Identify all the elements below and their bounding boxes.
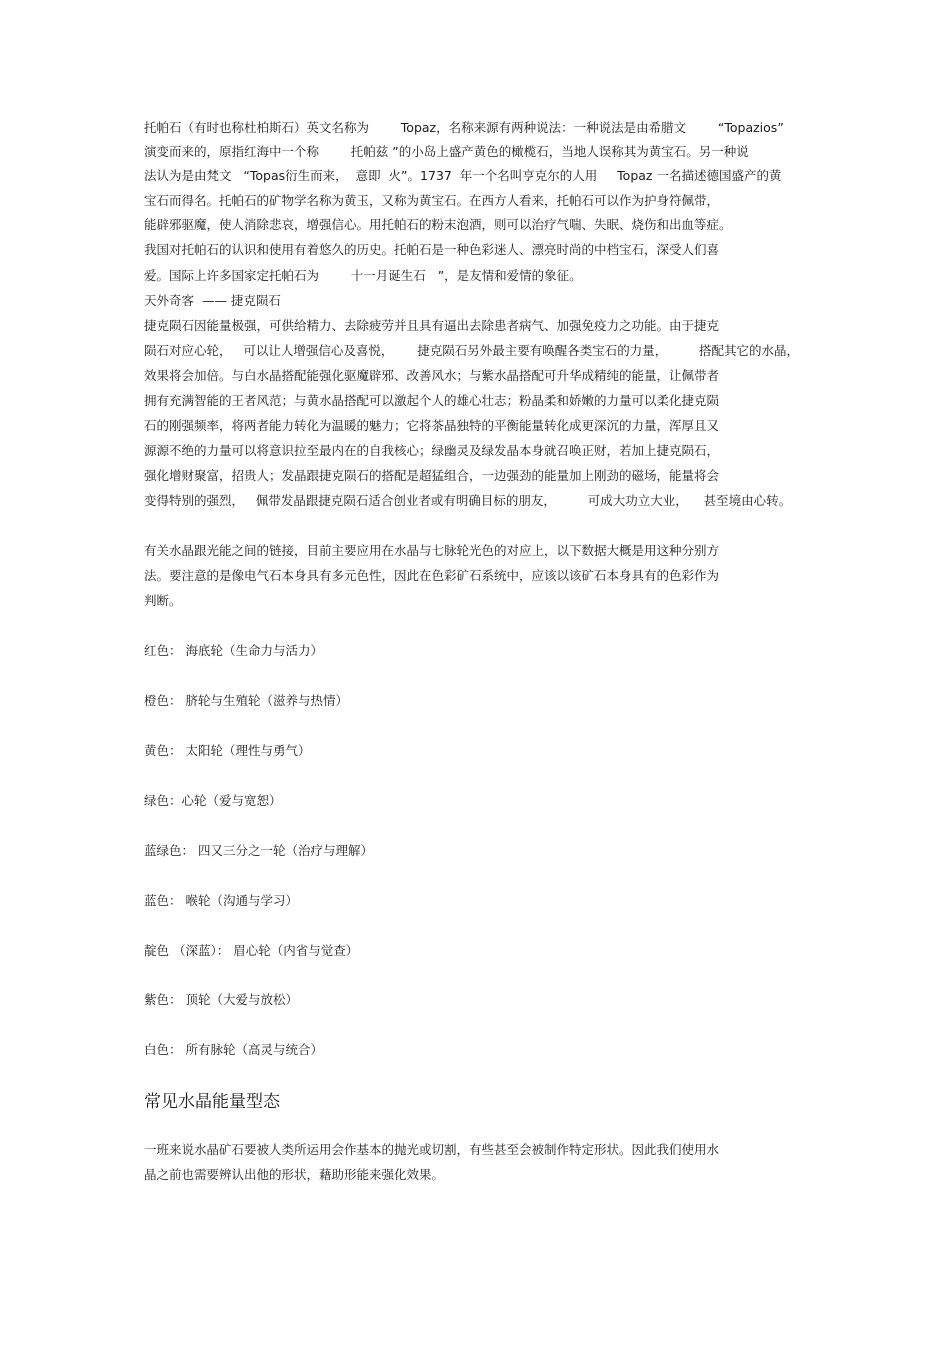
paragraph-line: 宝石而得名。托帕石的矿物学名称为黄玉，又称为黄宝石。在西方人看来，托帕石可以作为护身符佩带，	[144, 193, 720, 208]
paragraph-line: 托帕石（有时也称杜柏斯石）英文名称为 Topaz，名称来源有两种说法：一种说法是由希腊文 “Topazios”	[144, 120, 784, 135]
paragraph-line: 陨石对应心轮， 可以让人增强信心及喜悦， 捷克陨石另外最主要有唤醒各类宝石的力量， 搭配其它的水晶，	[144, 343, 800, 358]
color-item-red: 红色： 海底轮（生命力与活力）	[144, 643, 323, 658]
paragraph-line: 强化增财聚富，招贵人；发晶跟捷克陨石的搭配是超猛组合，一边强劲的能量加上刚劲的磁场，能量将会	[144, 468, 720, 483]
color-item-purple: 紫色： 顶轮（大爱与放松）	[144, 992, 298, 1007]
section-heading: 常见水晶能量型态	[144, 1092, 280, 1112]
paragraph-line: 爱。国际上许多国家定托帕石为 十一月诞生石 ”，是友情和爱情的象征。	[144, 268, 582, 283]
color-item-blue: 蓝色： 喉轮（沟通与学习）	[144, 893, 298, 908]
paragraph-line: 法。要注意的是像电气石本身具有多元色性，因此在色彩矿石系统中，应该以该矿石本身具有的色彩作为	[144, 568, 720, 583]
color-item-white: 白色： 所有脉轮（高灵与统合）	[144, 1042, 323, 1057]
paragraph-line: 效果将会加倍。与白水晶搭配能强化驱魔辟邪、改善风水；与紫水晶搭配可升华成精纯的能量，让佩带者	[144, 368, 720, 383]
paragraph-line: 拥有充满智能的王者风范；与黄水晶搭配可以激起个人的雄心壮志；粉晶柔和娇嫩的力量可以柔化捷克陨	[144, 393, 720, 408]
paragraph-line: 能辟邪驱魔，使人消除悲哀，增强信心。用托帕石的粉末泡酒，则可以治疗气喘、失眠、烧伤和出血等症。	[144, 217, 732, 232]
color-item-teal: 蓝绿色： 四又三分之一轮（治疗与理解）	[144, 843, 373, 858]
color-item-orange: 橙色： 脐轮与生殖轮（滋养与热情）	[144, 693, 348, 708]
paragraph-line: 晶之前也需要辨认出他的形状，藉助形能来强化效果。	[144, 1167, 445, 1182]
paragraph-line: 有关水晶跟光能之间的链接，目前主要应用在水晶与七脉轮光色的对应上，以下数据大概是用这种分别方	[144, 543, 720, 558]
color-item-indigo: 靛色 （深蓝）： 眉心轮（内省与觉查）	[144, 943, 359, 958]
paragraph-line: 源源不绝的力量可以将意识拉至最内在的自我核心；绿幽灵及绿发晶本身就召唤正财，若加上捷克陨石，	[144, 443, 720, 458]
color-item-yellow: 黄色： 太阳轮（理性与勇气）	[144, 743, 311, 758]
paragraph-line: 演变而来的，原指红海中一个称 托帕兹 ”的小岛上盛产黄色的橄榄石，当地人误称其为黄宝石。另一种说	[144, 144, 749, 159]
paragraph-line: 我国对托帕石的认识和使用有着悠久的历史。托帕石是一种色彩迷人、漂亮时尚的中档宝石，深受人们喜	[144, 242, 720, 257]
color-item-green: 绿色：心轮（爱与宽恕）	[144, 793, 282, 808]
paragraph-line: 判断。	[144, 593, 182, 608]
paragraph-line: 法认为是由梵文 “Topas衍生而来， 意即 火”。1737 年一个名叫亨克尔的人用 Topaz 一名描述德国盛产的黄	[144, 168, 782, 183]
paragraph-line: 变得特别的强烈， 佩带发晶跟捷克陨石适合创业者或有明确目标的朋友， 可成大功立大业， 甚至境由心转。	[144, 493, 792, 508]
paragraph-line: 一班来说水晶矿石要被人类所运用会作基本的抛光或切割，有些甚至会被制作特定形状。因此我们使用水	[144, 1142, 720, 1157]
paragraph-line: 石的刚强频率，将两者能力转化为温暖的魅力；它将茶晶独特的平衡能量转化成更深沉的力量，浑厚且又	[144, 418, 720, 433]
paragraph-line: 捷克陨石因能量极强，可供给精力、去除疲劳并且具有逼出去除患者病气、加强免疫力之功能。由于捷克	[144, 318, 720, 333]
section-subtitle: 天外奇客 —— 捷克陨石	[144, 293, 281, 308]
